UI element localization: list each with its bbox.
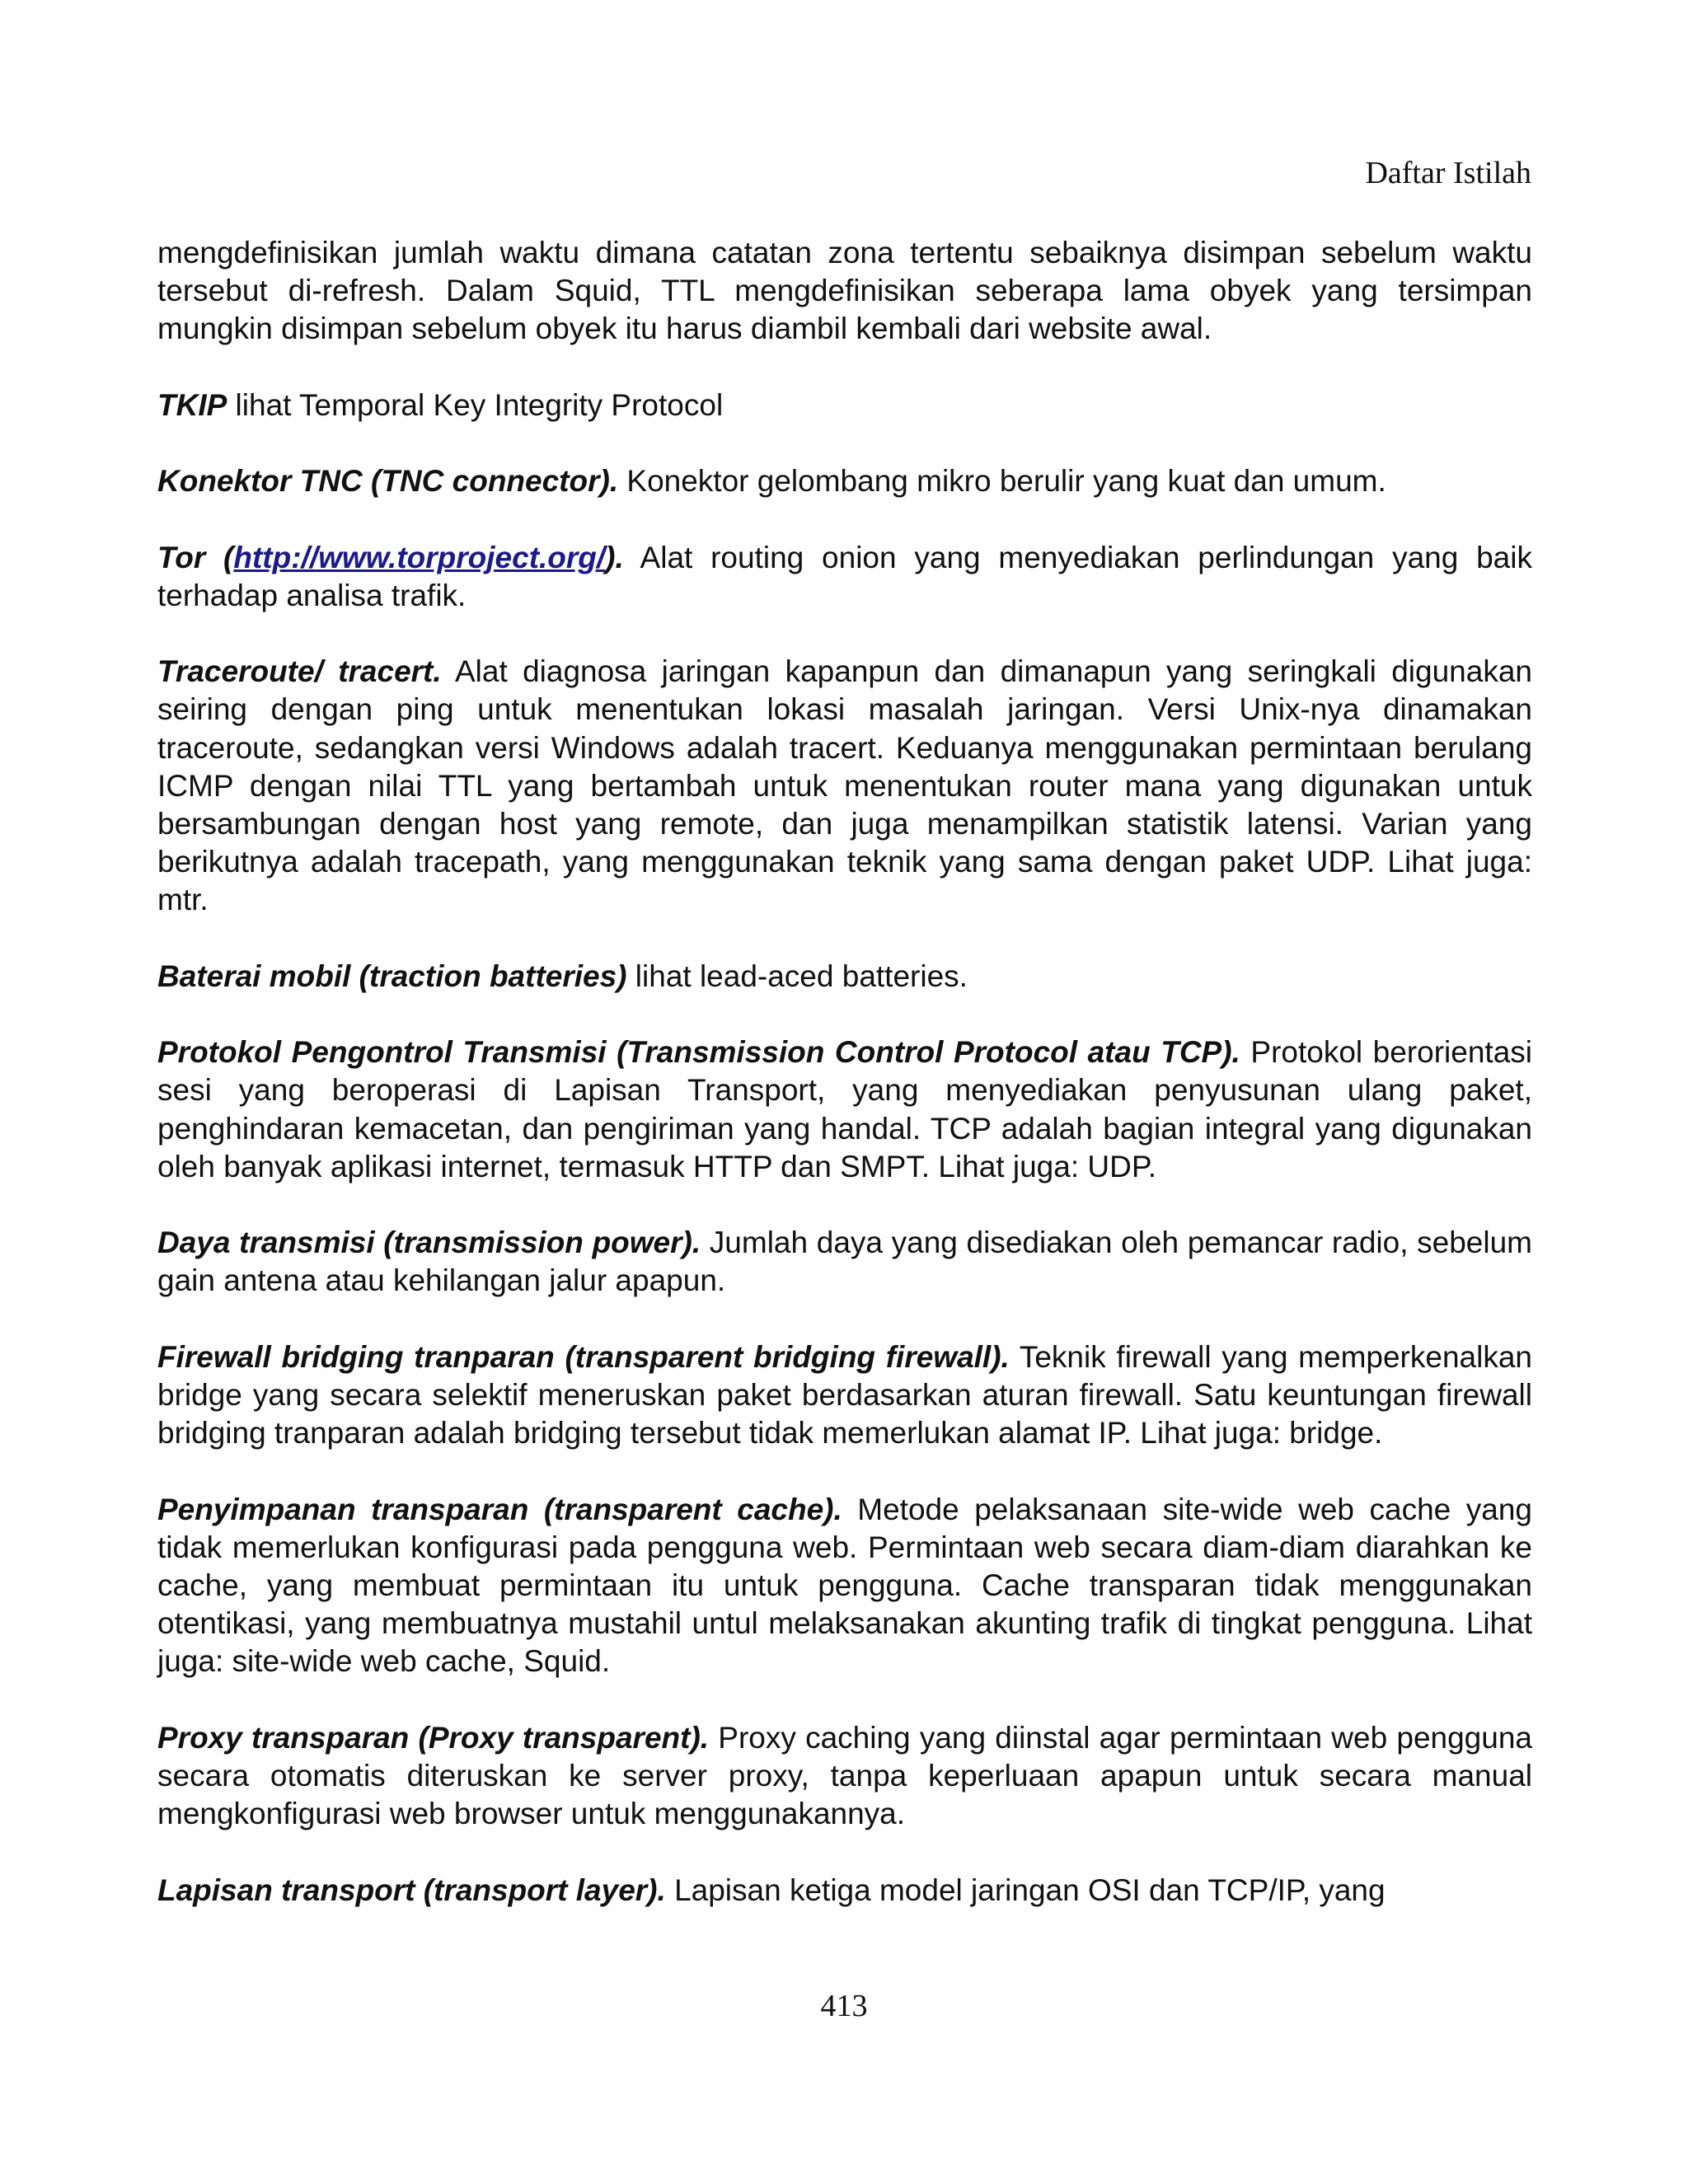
entry-text: Konektor gelombang mikro berulir yang kuat dan umum. [618,464,1386,499]
glossary-entry-tor [157,539,1532,615]
glossary-entry-transmission-power [157,1224,1532,1300]
entry-term: Proxy transparan (Proxy transparent). [157,1720,710,1755]
entry-term-suffix: ). [605,540,624,574]
entry-text: mengdefinisikan jumlah waktu dimana catatan zona tertentu sebaiknya disimpan sebelum waktu tersebut di-refresh. Dalam Squid, TTL mengdefinisikan seberapa lama obyek yang tersimpan mungkin disimpan sebelum obyek itu harus diambil kembali dari website awal. [157,236,1532,346]
entry-term: Firewall bridging tranparan (transparent bridging firewall). [157,1339,1010,1374]
entry-text: Jumlah daya yang disediakan oleh pemancar radio, sebelum gain antena atau kehilangan jalur apapun. [157,1226,1532,1298]
glossary-body [157,234,1532,1947]
glossary-entry-tcp [157,1033,1532,1186]
glossary-entry-transparent-bridging-firewall [157,1338,1532,1453]
glossary-entry-tkip [157,387,1532,424]
entry-text: Metode pelaksanaan site-wide web cache yang tidak memerlukan konfigurasi pada pengguna web. Permintaan web secara diam-diam diarahkan ke cache, yang membuat permintaan itu untuk pengguna. Cache transparan tidak menggunakan otentikasi, yang membuatnya mustahil untul melaksanakan akunting trafik di tingkat pengguna. Lihat juga: site-wide web cache, Squid. [157,1492,1532,1679]
entry-term: TKIP [157,387,227,422]
glossary-entry-transparent-cache [157,1491,1532,1681]
glossary-entry-continued [157,234,1532,349]
entry-text: Teknik firewall yang memperkenalkan bridge yang secara selektif meneruskan paket berdasarkan aturan firewall. Satu keuntungan firewall bridging tranparan adalah bridging tersebut tidak memerlukan alamat IP. Lihat juga: bridge. [157,1339,1532,1451]
glossary-entry-tnc-connector [157,462,1532,500]
glossary-entry-transparent-proxy [157,1719,1532,1834]
page-number: 413 [820,1989,868,2023]
entry-term: Konektor TNC (TNC connector). [157,464,619,499]
entry-text: lihat lead-aced batteries. [626,958,968,993]
entry-term: Baterai mobil (traction batteries) [157,958,627,993]
entry-term: Protokol Pengontrol Transmisi (Transmission Control Protocol atau TCP). [157,1035,1240,1070]
entry-term: Lapisan transport (transport layer). [157,1872,666,1907]
entry-text: Proxy caching yang diinstal agar permintaan web pengguna secara otomatis diteruskan ke server proxy, tanpa keperluaan apapun untuk secara manual mengkonfigurasi web browser untuk menggunakannya. [157,1720,1532,1831]
glossary-entry-traceroute [157,653,1532,919]
running-header: Daftar Istilah [1365,156,1531,190]
entry-term: Daya transmisi (transmission power). [157,1226,701,1260]
entry-term: Penyimpanan transparan (transparent cache). [157,1492,842,1526]
entry-text: Protokol berorientasi sesi yang beroperasi di Lapisan Transport, yang menyediakan penyusunan ulang paket, penghindaran kemacetan, dan pengiriman yang handal. TCP adalah bagian integral yang digunakan oleh banyak aplikasi internet, termasuk HTTP dan SMPT. Lihat juga: UDP. [157,1035,1533,1183]
entry-term-prefix: Tor ( [157,540,234,574]
entry-text: Lapisan ketiga model jaringan OSI dan TCP/IP, yang [665,1872,1386,1907]
entry-text: Alat routing onion yang menyediakan perlindungan yang baik terhadap analisa trafik. [157,540,1532,612]
torproject-link[interactable]: http://www.torproject.org/ [233,540,606,574]
entry-text: lihat Temporal Key Integrity Protocol [227,387,724,422]
glossary-entry-traction-batteries [157,958,1532,996]
entry-text: Alat diagnosa jaringan kapanpun dan dimanapun yang seringkali digunakan seiring dengan ping untuk menentukan lokasi masalah jaringan. Versi Unix-nya dinamakan traceroute, sedangkan versi Windows adalah tracert. Keduanya menggunakan permintaan berulang ICMP dengan nilai TTL yang bertambah untuk menentukan router mana yang digunakan untuk bersambungan dengan host yang remote, dan juga menampilkan statistik latensi. Varian yang berikutnya adalah tracepath, yang menggunakan teknik yang sama dengan paket UDP. Lihat juga: mtr. [157,654,1532,917]
glossary-entry-transport-layer [157,1872,1532,1910]
entry-term: Traceroute/ tracert. [157,654,442,689]
